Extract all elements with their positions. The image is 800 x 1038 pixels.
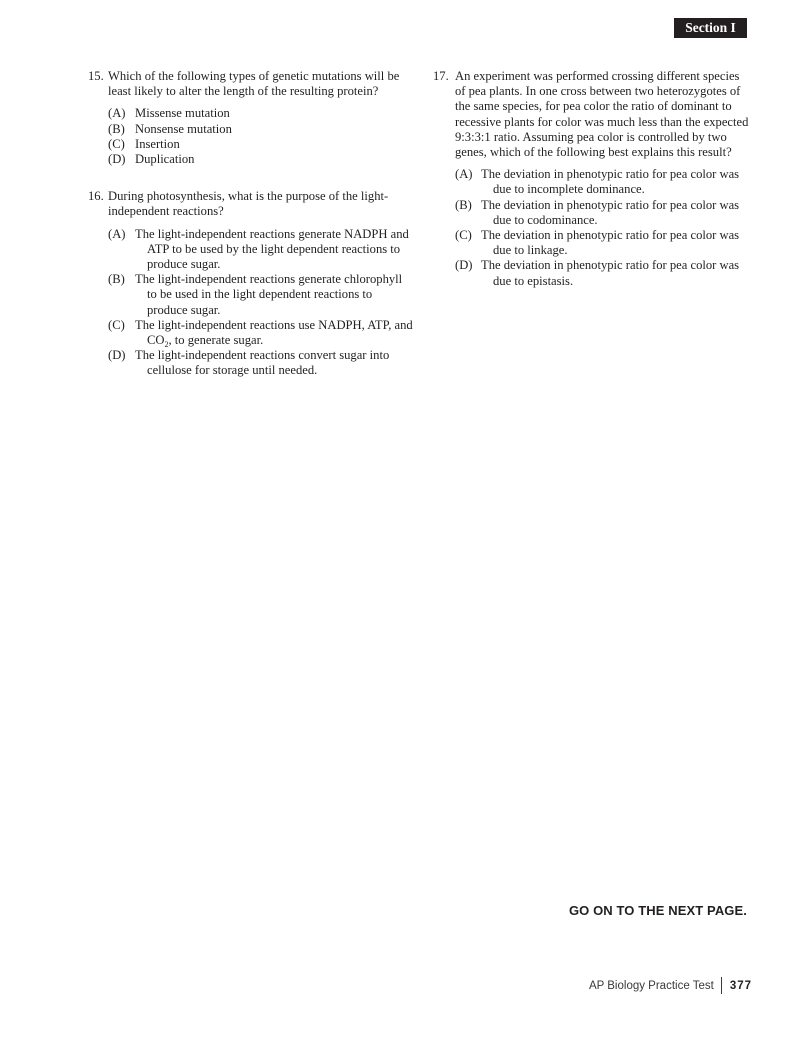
option-letter: (A) bbox=[108, 106, 126, 121]
option-letter: (B) bbox=[455, 197, 472, 212]
option-c[interactable] bbox=[108, 318, 413, 348]
option-text bbox=[135, 318, 413, 348]
question-number: 17. bbox=[433, 69, 449, 83]
option-text: The light-independent reactions generate NADPH and ATP to be used by the light dependent reactions to produce sugar. bbox=[135, 226, 409, 272]
option-b[interactable] bbox=[455, 198, 753, 228]
option-text-after: , to generate sugar. bbox=[168, 333, 264, 348]
go-on-next-page: GO ON TO THE NEXT PAGE. bbox=[568, 903, 747, 918]
option-text-before: The light-independent reactions use NADPH, ATP, and CO bbox=[135, 317, 413, 348]
option-text: The deviation in phenotypic ratio for pea color was due to incomplete dominance. bbox=[481, 167, 740, 197]
option-d[interactable] bbox=[455, 258, 753, 288]
question-17 bbox=[433, 69, 753, 289]
option-letter: (C) bbox=[108, 317, 125, 332]
option-text: The light-independent reactions convert sugar into cellulose for storage until needed. bbox=[135, 348, 390, 378]
question-stem bbox=[88, 189, 413, 219]
option-b[interactable] bbox=[108, 122, 413, 137]
option-d[interactable] bbox=[108, 348, 413, 378]
option-letter: (B) bbox=[108, 121, 125, 136]
question-15 bbox=[88, 69, 413, 167]
answer-options bbox=[88, 227, 413, 379]
option-text: Insertion bbox=[135, 136, 180, 151]
option-c[interactable] bbox=[455, 228, 753, 258]
option-text: The deviation in phenotypic ratio for pea color was due to epistasis. bbox=[481, 258, 740, 288]
option-a[interactable] bbox=[108, 227, 413, 273]
page-footer bbox=[589, 977, 752, 994]
page-number: 377 bbox=[729, 979, 752, 992]
option-letter: (D) bbox=[108, 348, 126, 363]
option-text: The deviation in phenotypic ratio for pea color was due to codominance. bbox=[481, 197, 740, 227]
left-column bbox=[88, 69, 413, 401]
option-b[interactable] bbox=[108, 272, 413, 318]
option-letter: (C) bbox=[108, 136, 125, 151]
question-text: An experiment was performed crossing different species of pea plants. In one cross between two heterozygotes of the same species, for pea color the ratio of dominant to recessive plants for color was much less than the expected 9:3:3:1 ratio. Assuming pea color is controlled by two genes, which of the following best explains this result? bbox=[455, 69, 749, 160]
footer-divider bbox=[721, 977, 722, 994]
option-text: The light-independent reactions generate chlorophyll to be used in the light dependent reactions to produce sugar. bbox=[135, 272, 403, 317]
option-letter: (A) bbox=[455, 167, 473, 182]
question-stem bbox=[433, 69, 753, 160]
question-number: 16. bbox=[88, 189, 104, 204]
question-text: Which of the following types of genetic mutations will be least likely to alter the length of the resulting protein? bbox=[108, 69, 400, 99]
option-letter: (B) bbox=[108, 272, 125, 287]
subscript: 2 bbox=[164, 340, 169, 350]
question-number: 15. bbox=[88, 69, 104, 83]
option-text: Duplication bbox=[135, 152, 195, 167]
question-stem bbox=[88, 69, 413, 99]
option-letter: (D) bbox=[455, 258, 473, 273]
answer-options bbox=[433, 167, 753, 289]
option-text: Missense mutation bbox=[135, 106, 230, 121]
answer-options bbox=[88, 106, 413, 167]
book-title: AP Biology Practice Test bbox=[588, 979, 714, 992]
right-column bbox=[433, 69, 753, 311]
question-16 bbox=[88, 189, 413, 378]
option-a[interactable] bbox=[455, 167, 753, 197]
option-d[interactable] bbox=[108, 152, 413, 167]
option-letter: (A) bbox=[108, 226, 126, 241]
option-c[interactable] bbox=[108, 137, 413, 152]
option-letter: (C) bbox=[455, 228, 472, 243]
option-text: Nonsense mutation bbox=[135, 121, 232, 136]
question-text: During photosynthesis, what is the purpose of the light-independent reactions? bbox=[108, 189, 389, 219]
option-text: The deviation in phenotypic ratio for pea color was due to linkage. bbox=[481, 228, 740, 258]
section-badge: Section I bbox=[674, 18, 747, 38]
option-a[interactable] bbox=[108, 106, 413, 121]
option-letter: (D) bbox=[108, 152, 126, 167]
